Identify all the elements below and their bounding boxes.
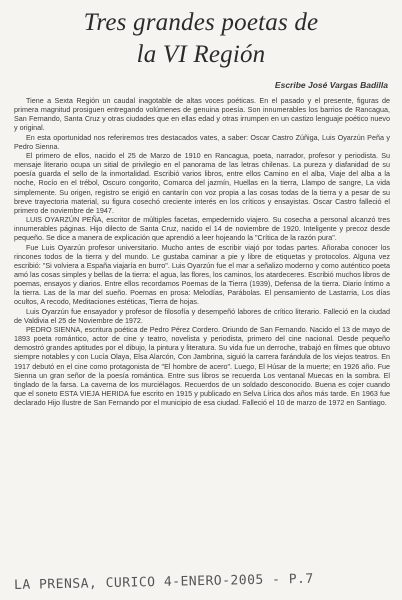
paragraph: El primero de ellos, nacido el 25 de Marzo de 1910 en Rancagua, poeta, narrador, profesor y periodista. Su mensaje literario ocupa un sitial de privilegio en el panorama de las letras chilenas. La pureza y diafanidad de su poesía guarda el sello de la inmortalidad. Escribió varios libros, entre ellos Camino en el alba, Viaje del alba a la noche, Rocío en el trébol, Oscuro congorito, Comarca del jazmín, Huellas en la tierra, Llampo de sangre, La vida simplemente. Su origen, registro se erigió en cantarín con voz propia a las cosas todas de la tierra y a pesar de su breve trayectoria material, su figura cosechó creciente interés en los críticos y ensayistas. Oscar Castro falleció el primero de noviembre de 1947.	[14, 150, 390, 215]
paragraph: Tiene a Sexta Región un caudal inagotable de altas voces poéticas. En el pasado y el presente, figuras de primera magnitud prosiguen entregando volúmenes de genuina poesía. Son innumerables los barrios de Rancagua, San Fernando, Santa Cruz y otras ciudades que en ellas edad y otras irrumpen en un castizo lenguaje poético nuevo y original.	[14, 96, 390, 133]
paragraph: Fue Luis Oyarzún profesor universitario. Mucho antes de escribir viajó por todas partes. Añoraba conocer los rincones todos de la tierra y del mundo. Le gustaba caminar a pie y libre de etiquetas y protocolos. Alguna vez escribió: "Si volviera a España viajaría en burro". Luis Oyarzún fue el mar a señalizo moderno y como auténtico poeta amó las cosas simples y bellas de la tierra: el agua, las flores, los caminos, los atardeceres. Escribió muchos libros de poemas, ensayos y diarios. Entre ellos recordamos Poemas de la Tierra (1939), Defensa de la tierra. Diario íntimo a la tierra. Las de la mar del sueño. Poemas en prosa: Melodías, Parábolas. El pensamiento de Lastarria, Los días ocultos, A recodo, Meditaciones estéticas, Tierra de hojas.	[14, 242, 390, 307]
paragraph: Luis Oyarzún fue ensayador y profesor de filosofía y desempeñó labores de crítico literario. Falleció en la ciudad de Valdivia el 25 de Noviembre de 1972.	[14, 306, 390, 325]
paragraph: LUIS OYARZÚN PEÑA, escritor de múltiples facetas, empedernido viajero. Su cosecha a personal alcanzó tres innumerables páginas. Hijo dilecto de Santa Cruz, nacido el 14 de noviembre de 1920. Inteligente y precoz desde pequeño. Se dice a manera de explicación que aprendió a leer hojeando la "Crítica de la razón pura".	[14, 215, 390, 243]
article-title-line-1: Tres grandes poetas de	[83, 9, 319, 36]
byline: Escribe José Vargas Badilla	[274, 80, 388, 90]
paragraph: En esta oportunidad nos referiremos tres destacados vates, a saber: Oscar Castro Zúñiga, Luis Oyarzún Peña y Pedro Sienna.	[14, 132, 390, 151]
article-body	[14, 96, 390, 570]
paragraph: PEDRO SIENNA, escritura poética de Pedro Pérez Cordero. Oriundo de San Fernando. Nacido el 13 de mayo de 1893 poeta romántico, actor de cine y teatro, novelista y periodista, primero del cine nacional. Desde pequeño demostró grandes aptitudes por el dibujo, la pintura y literatura. Su vida fue un derroche, trabajó en filmes que obtuvo siempre notables y con Lucía Olaya, Elsa Alarcón, Con Jambrina, siguió la carrera farándula de los viejos teatros. En 1917 debutó en el cine como protagonista de "El hombre de acero". Luego, El Húsar de la muerte; en 1926 año. Fue Sienna un gran señor de la poesía romántica. Entre sus libros se recuerda Los ventanal Muecas en la sombra. El tinglado de la farsa. La caverna de los murciélagos. Recuerdos de un soldado desconocido. Buena es cojer cuando que el soneto ESTA VIEJA HERIDA fue escrito en 1915 y publicado en Selva Lírica dos años más tarde. En 1963 fue declarado Hijo Ilustre de San Fernando por el municipio de esa ciudad. Falleció el 10 de marzo de 1972 en Santiago.	[14, 324, 390, 408]
handwritten-source-note: LA PRENSA, CURICO 4-ENERO-2005 - P.7	[13, 571, 314, 593]
article-title-line-2: la VI Región	[136, 41, 266, 68]
